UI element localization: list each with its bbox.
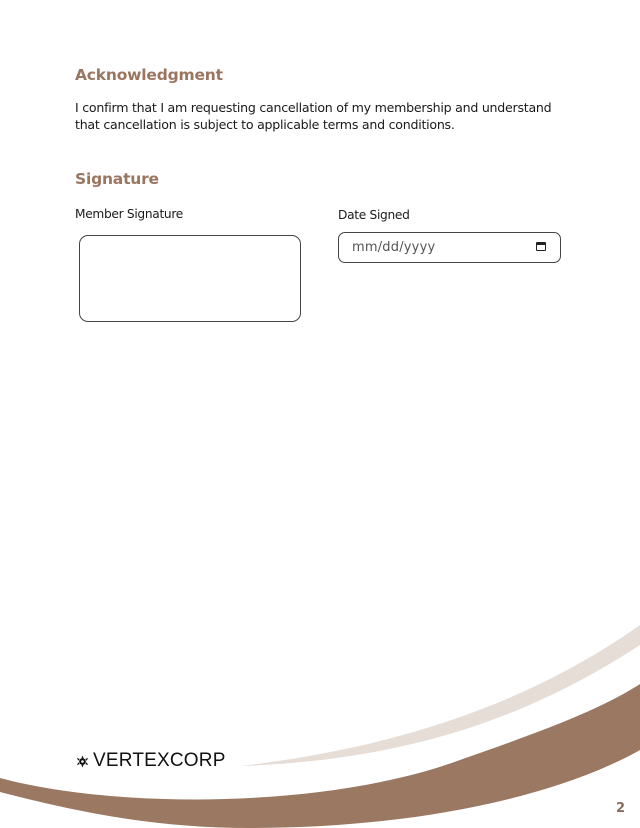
signature-heading: Signature	[75, 170, 159, 188]
member-signature-label: Member Signature	[75, 207, 183, 221]
date-placeholder: mm/dd/yyyy	[352, 240, 436, 255]
logo-text: VERTEXCORP	[93, 750, 226, 771]
date-signed-input[interactable]	[338, 232, 561, 263]
gear-star-icon	[76, 755, 89, 768]
calendar-icon[interactable]	[536, 242, 546, 251]
acknowledgment-text: I confirm that I am requesting cancellation of my membership and understand that cancellation is subject to applicable terms and conditions.	[75, 100, 552, 132]
page-number: 2	[616, 801, 626, 816]
decorative-curves	[0, 600, 640, 828]
date-signed-label: Date Signed	[338, 208, 410, 222]
acknowledgment-heading: Acknowledgment	[75, 66, 223, 84]
member-signature-field[interactable]	[79, 235, 301, 322]
company-logo	[76, 750, 226, 772]
